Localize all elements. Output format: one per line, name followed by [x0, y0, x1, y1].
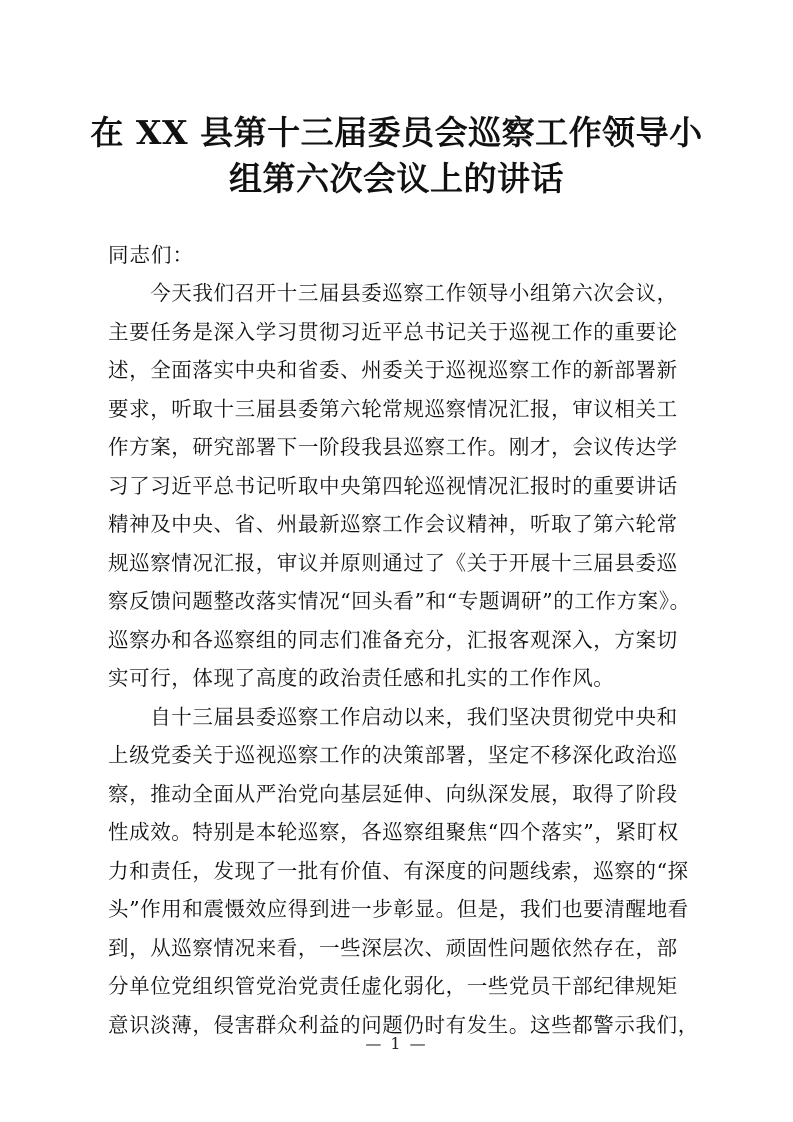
- body-line: 到，从巡察情况来看，一些深层次、顽固性问题依然存在，部: [108, 935, 678, 960]
- page-number: — 1 —: [365, 1034, 428, 1053]
- body-line: 力和责任，发现了一批有价值、有深度的问题线索，巡察的“探: [108, 858, 689, 883]
- body-line: 分单位党组织管党治党责任虚化弱化，一些党员干部纪律规矩: [108, 974, 678, 998]
- body-line: 习了习近平总书记听取中央第四轮巡视情况汇报时的重要讲话: [108, 473, 678, 498]
- body-line: 性成效。特别是本轮巡察，各巡察组聚焦“四个落实”，紧盯权: [108, 820, 679, 844]
- document-title: [60, 110, 733, 202]
- salutation: 同志们：: [108, 243, 194, 267]
- body-line: 规巡察情况汇报，审议并原则通过了《关于开展十三届县委巡: [108, 550, 678, 575]
- body-line: 上级党委关于巡视巡察工作的决策部署，坚定不移深化政治巡: [108, 743, 678, 767]
- title-line-1: 在 XX 县第十三届委员会巡察工作领导小: [90, 113, 703, 152]
- body-line: 察，推动全面从严治党向基层延伸、向纵深发展，取得了阶段: [108, 781, 678, 806]
- body-line: 意识淡薄，侵害群众利益的问题仍时有发生。这些都警示我们，: [108, 1012, 699, 1037]
- body-line: 察反馈问题整改落实情况“回头看”和“专题调研”的工作方案》。: [108, 589, 691, 613]
- body-line: 今天我们召开十三届县委巡察工作领导小组第六次会议，: [108, 281, 678, 305]
- body-line: 述，全面落实中央和省委、州委关于巡视巡察工作的新部署新: [108, 358, 678, 382]
- body-line: 作方案，研究部署下一阶段我县巡察工作。刚才，会议传达学: [108, 435, 678, 459]
- body-line: 要求，听取十三届县委第六轮常规巡察情况汇报，审议相关工: [108, 396, 678, 421]
- body-text: [108, 274, 699, 1044]
- body-line: 巡察办和各巡察组的同志们准备充分，汇报客观深入，方案切: [108, 627, 678, 652]
- body-line: 主要任务是深入学习贯彻习近平总书记关于巡视工作的重要论: [108, 319, 678, 344]
- body-line: 自十三届县委巡察工作启动以来，我们坚决贯彻党中央和: [108, 704, 678, 729]
- body-line: 精神及中央、省、州最新巡察工作会议精神，听取了第六轮常: [108, 512, 678, 536]
- body-line: 头”作用和震慑效应得到进一步彰显。但是，我们也要清醒地看: [108, 897, 689, 921]
- body-line: 实可行，体现了高度的政治责任感和扎实的工作作风。: [108, 666, 615, 690]
- title-line-2: 组第六次会议上的讲话: [229, 159, 564, 198]
